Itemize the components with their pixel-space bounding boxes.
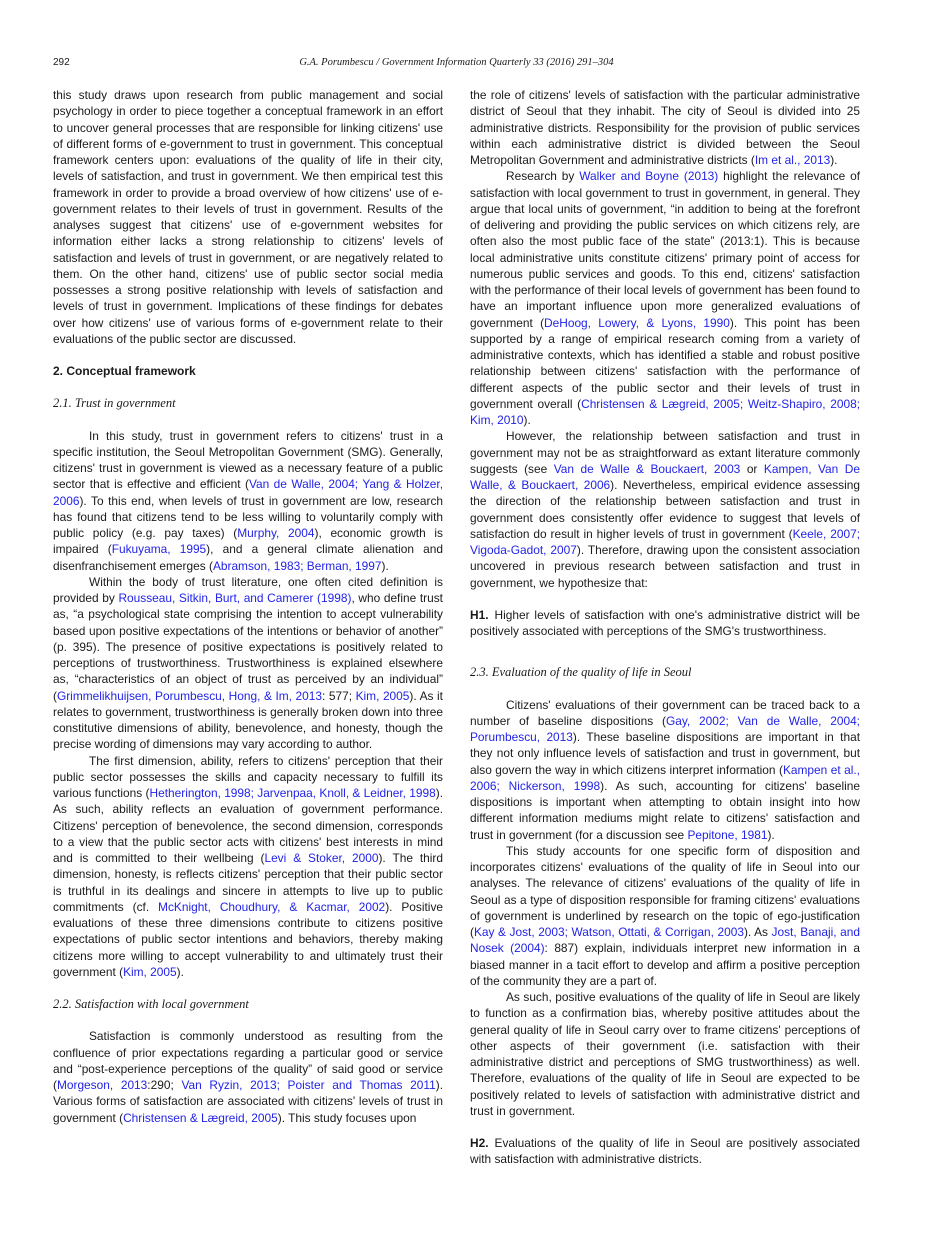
citation-link[interactable]: Kampen, Van De Walle, & Bouckaert, 2006 <box>470 461 860 492</box>
paragraph-text: or <box>740 461 764 476</box>
body-paragraph <box>470 168 860 428</box>
paragraph-text: The first dimension, ability, refers to citizens' perception that their public sector possesses the skills and capacity necessary to fulfill its various functions ( <box>53 753 443 800</box>
paragraph-text: ). These baseline dispositions are important in that they not only influence levels of satisfaction and trust in government, but also govern the way in which citizens interpret information ( <box>470 730 861 777</box>
citation-link[interactable]: Jost, Banaji, and Nosek (2004) <box>470 925 860 956</box>
body-paragraph <box>470 989 860 1119</box>
paragraph-text: ), and a general climate alienation and disenfranchisement emerges ( <box>53 542 443 573</box>
paragraph-text: ). As it relates to government, trustworthiness is generally broken down into three constitutive dimensions of ability, benevolence, and honesty, though the precise wording of dimensions may vary according to author. <box>53 688 443 752</box>
citation-link[interactable]: Kampen et al., 2006; Nickerson, 1998 <box>470 762 860 793</box>
body-paragraph <box>470 428 860 591</box>
citation-link[interactable]: Rousseau, Sitkin, Burt, and Camerer (1998) <box>118 591 352 605</box>
paragraph-text: ). Therefore, drawing upon the consistent association uncovered in previous research between satisfaction and trust in government, we hypothesize that: <box>470 543 860 590</box>
paragraph-text: ). To this end, when levels of trust in government are low, research has found that citizens tend to be less willing to voluntarily comply with public policy (e.g. pay taxes) ( <box>53 493 443 540</box>
paragraph-text: ). Positive evaluations of these three dimensions contribute to citizens positive expectations of public sector intentions and behaviors, thereby making citizens more willing to accept vulnerability to and ultimately trust their government ( <box>53 899 444 979</box>
citation-link[interactable]: DeHoog, Lowery, & Lyons, 1990 <box>544 315 730 330</box>
paragraph-text: : 887) explain, individuals interpret new information in a biased manner in a tacit effort to develop and affirm a positive perception of the community they are a part of. <box>470 941 860 988</box>
page-header <box>53 57 860 71</box>
citation-link[interactable]: Pepitone, 1981 <box>687 827 768 842</box>
citation-link[interactable]: Kim, 2005 <box>355 688 410 703</box>
citation-link[interactable]: Christensen & Lægreid, 2005 <box>123 1110 278 1125</box>
paragraph-text: This study accounts for one specific form of disposition and incorporates citizens' evaluations of the quality of life in Seoul into our analyses. The relevance of citizens' evaluations of the quality of life in Seoul as a type of disposition responsible for framing citizens' evaluations of government is underlined by research on the topic of ego-justification ( <box>470 843 860 939</box>
citation-link[interactable]: Gay, 2002; Van de Walle, 2004; Porumbescu, 2013 <box>470 713 860 744</box>
paragraph-text: ). <box>381 558 389 573</box>
paragraph-text: this study draws upon research from public management and social psychology in order to piece together a conceptual framework in an effort to uncover general processes that are responsible for linking citizens' use of different forms of e-government to trust in government. This conceptual framework centers upon: evaluations of the quality of life in their city, levels of satisfaction, and trust in government. We then empirical test this framework in order to provide a broad overview of how citizens' use of e-government relates to their levels of trust in government. Results of the analyses suggest that citizens' use of e-government websites for information either lacks a strong relationship to citizens' levels of satisfaction and levels of trust in government, or are negatively related to them. On the other hand, citizens' use of public sector social media possesses a strong positive relationship with levels of satisfaction and levels of trust in government. Implications of these findings for debates over how citizens' use of various forms of e-government relate to their evaluations of the public sector are discussed. <box>53 88 443 346</box>
body-paragraph <box>53 753 443 981</box>
paragraph-text: In this study, trust in government refers to citizens' trust in a specific institution, the Seoul Metropolitan Government (SMG). Generally, citizens' trust in government is viewed as a necessary feature of a public sector that is effective and efficient ( <box>53 428 443 492</box>
paragraph-text: ). Nevertheless, empirical evidence assessing the direction of the relationship between satisfaction and trust in government does consistently offer evidence to suggest that levels of satisfaction do result in higher levels of trust in government ( <box>470 478 860 541</box>
paragraph-text: ). The third dimension, honesty, is reflects citizens' perception that their public sector is truthful in its dealings and sincere in attempts to live up to public commitments (cf. <box>53 851 444 914</box>
citation-link[interactable]: Murphy, 2004 <box>237 526 315 540</box>
citation-link[interactable]: Christensen & Lægreid, 2005; Weitz-Shapiro, 2008; Kim, 2010 <box>470 396 860 427</box>
paragraph-text: ). Various forms of satisfaction are associated with citizens' levels of trust in government ( <box>53 1078 444 1125</box>
citation-link[interactable]: Fukuyama, 1995 <box>111 542 207 557</box>
citation-link[interactable]: Walker and Boyne (2013) <box>579 169 719 184</box>
paragraph-text: ). As such, ability reflects an evaluation of government performance. Citizens' perception of benevolence, the second dimension, corresponds to a view that the public sector acts with citizens' best interests in mind and is committed to their wellbeing ( <box>53 786 444 865</box>
citation-link[interactable]: Hetherington, 1998; Jarvenpaa, Knoll, & Leidner, 1998 <box>149 786 436 800</box>
body-paragraph <box>470 87 860 168</box>
paragraph-text: : 577; <box>322 688 356 703</box>
paragraph-text: ), economic growth is impaired ( <box>53 526 444 557</box>
hypothesis-text: Evaluations of the quality of life in Seoul are positively associated with satisfaction with administrative districts. <box>470 1136 860 1167</box>
paragraph-text: ). <box>523 413 531 427</box>
paragraph-text: ). <box>176 964 184 979</box>
subsection-heading: 2.3. Evaluation of the quality of life in Seoul <box>470 665 692 680</box>
citation-link[interactable]: Abramson, 1983; Berman, 1997 <box>212 558 382 573</box>
body-paragraph <box>53 574 443 753</box>
body-paragraph <box>53 87 443 347</box>
paragraph-text: ). This study focuses upon <box>277 1110 417 1125</box>
paragraph-text: However, the relationship between satisfaction and trust in government may not be as straightforward as extant literature commonly suggests (see <box>470 429 860 476</box>
paragraph-text: Research by <box>506 169 580 184</box>
citation-link[interactable]: Levi & Stoker, 2000 <box>264 851 379 865</box>
subsection-heading: 2.1. Trust in government <box>53 396 176 411</box>
citation-link[interactable]: Keele, 2007; Vigoda-Gadot, 2007 <box>470 526 861 557</box>
body-paragraph <box>470 697 860 843</box>
subsection-heading: 2.2. Satisfaction with local government <box>53 997 249 1011</box>
paragraph-text: ). As such, accounting for citizens' baseline dispositions is important when attempting to obtain insight into how different information mediums might relate to citizens' satisfaction and trust in government (for a discussion see <box>470 778 860 842</box>
left-column <box>53 87 443 1126</box>
paragraph-text: As such, positive evaluations of the quality of life in Seoul are likely to function as a confirmation bias, whereby positive attitudes about the general quality of life in Seoul carry over to frame citizens' perceptions of other aspects of their government (i.e. satisfaction with their administrative district and perceptions of SMG trustworthiness) as well. Therefore, evaluations of the quality of life in Seoul are expected to be positively related to levels of satisfaction with administrative district and trust in government. <box>470 990 860 1118</box>
citation-link[interactable]: Kay & Jost, 2003; Watson, Ottati, & Corrigan, 2003 <box>473 925 744 939</box>
body-paragraph <box>53 1028 443 1126</box>
citation-link[interactable]: McKnight, Choudhury, & Kacmar, 2002 <box>158 899 386 914</box>
paragraph-text: highlight the relevance of satisfaction with local government to trust in government, in general. They argue that local units of government, “in addition to being at the forefront of delivering and providing the public services on which citizens rely, are often also the most public face of the state” (2013:1). This is because local administrative units constitute citizens' primary point of access for numerous public services and goods. To this end, citizens' satisfaction with the performance of their local levels of government has been found to have an important influence upon more generalized evaluations of government ( <box>470 169 861 330</box>
running-title: G.A. Porumbescu / Government Information Quarterly 33 (2016) 291–304 <box>299 57 614 68</box>
page-number: 292 <box>53 57 70 68</box>
citation-link[interactable]: Van de Walle & Bouckaert, 2003 <box>553 461 741 476</box>
citation-link[interactable]: Im et al., 2013 <box>754 153 831 167</box>
paragraph-text: ). This point has been supported by a range of empirical research coming from a variety of administrative contexts, which has identified a stable and robust positive relationship between citizens' satisfaction with the performance of different aspects of the public sector and their levels of trust in government overall ( <box>470 315 860 411</box>
citation-link[interactable]: Van de Walle, 2004; Yang & Holzer, 2006 <box>53 477 443 508</box>
hypothesis <box>470 607 860 640</box>
paragraph-text: Satisfaction is commonly understood as resulting from the confluence of prior expectations regarding a particular good or service and “post-experience perceptions of the quality” of said good or service ( <box>53 1029 443 1092</box>
hypothesis-text: Higher levels of satisfaction with one's administrative district will be positively associated with perceptions of the SMG's trustworthiness. <box>470 607 860 638</box>
body-paragraph <box>470 843 860 989</box>
hypothesis <box>470 1135 860 1168</box>
paragraph-text: :290; <box>147 1078 182 1092</box>
citation-link[interactable]: Kim, 2005 <box>123 964 177 979</box>
paragraph-text: Citizens' evaluations of their government can be traced back to a number of baseline dispositions ( <box>470 697 860 728</box>
paragraph-text: ). <box>767 827 775 842</box>
citation-link[interactable]: Morgeson, 2013 <box>56 1078 148 1092</box>
paragraph-text: the role of citizens' levels of satisfaction with the particular administrative district of Seoul that they inhabit. The city of Seoul is divided into 25 administrative districts. Responsibility for the provision of public services within each administrative district is divided between the Seoul Metropolitan Government and administrative districts ( <box>470 88 860 167</box>
section-heading: 2. Conceptual framework <box>53 364 196 378</box>
citation-link[interactable]: Grimmelikhuijsen, Porumbescu, Hong, & Im, 2013 <box>56 688 322 703</box>
hypothesis-label: H2. <box>470 1136 489 1150</box>
paragraph-text: , who define trust as, “a psychological state comprising the intention to accept vulnerability based upon positive expectations of the intentions or behavior of another” (p. 395). The presence of positive expectations is positively related to perceptions of trustworthiness. Trustworthiness is explained elsewhere as, “characteristics of an object of trust as perceived by an individual” ( <box>53 591 443 703</box>
hypothesis-label: H1. <box>470 607 489 622</box>
paragraph-text: ). <box>830 153 838 167</box>
body-paragraph <box>53 428 443 574</box>
paragraph-text: Within the body of trust literature, one often cited definition is provided by <box>53 574 443 605</box>
citation-link[interactable]: Van Ryzin, 2013; Poister and Thomas 2011 <box>181 1078 436 1092</box>
right-column <box>470 87 860 1168</box>
paragraph-text: ). As <box>743 925 772 939</box>
